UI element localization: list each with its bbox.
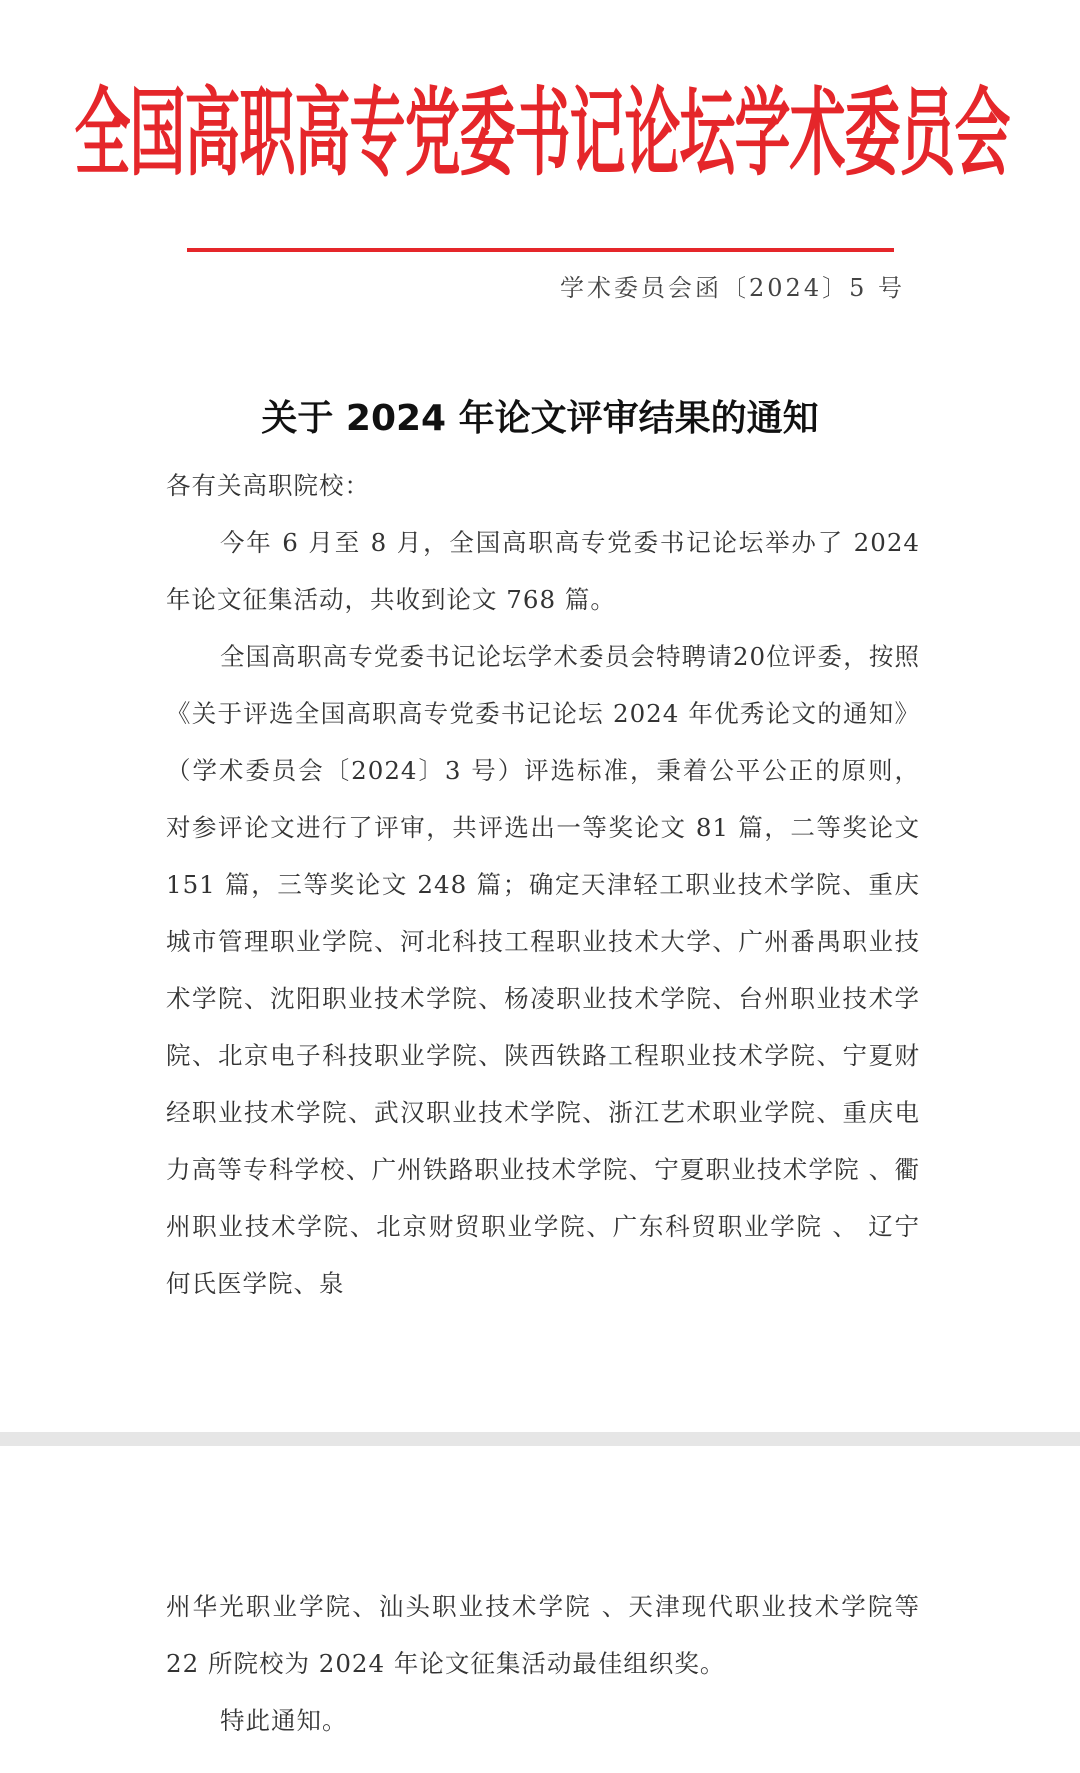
- paragraph-2-continued-text: 州华光职业学院、汕头职业技术学院 、天津现代职业技术学院等 22 所院校为 2024 年论文征集活动最佳组织奖。: [166, 1592, 920, 1678]
- letterhead-divider: [187, 248, 894, 252]
- salutation-text: 各有关高职院校：: [166, 471, 370, 500]
- paragraph-2-continued: [166, 1578, 920, 1692]
- notice-title: 关于 2024 年论文评审结果的通知: [261, 398, 819, 439]
- letterhead-masthead: [74, 52, 1010, 202]
- letterhead-title: 全国高职高专党委书记论坛学术委员会: [74, 79, 1010, 190]
- document-number: 学术委员会函〔2024〕5 号: [560, 274, 905, 302]
- closing-text: 特此通知。: [220, 1706, 348, 1735]
- closing: [166, 1692, 920, 1749]
- salutation: [166, 457, 920, 514]
- paragraph-1-text: 今年 6 月至 8 月，全国高职高专党委书记论坛举办了 2024 年论文征集活动，共收到论文 768 篇。: [166, 528, 920, 614]
- paragraph-2-text: 全国高职高专党委书记论坛学术委员会特聘请20位评委，按照《关于评选全国高职高专党委书记论坛 2024 年优秀论文的通知》（学术委员会〔2024〕3 号）评选标准，秉着公平公正的原则，对参评论文进行了评审，共评选出一等奖论文 81 篇，二等奖论文 151 篇，三等奖论文 248 篇；确定天津轻工职业技术学院、重庆城市管理职业学院、河北科技工程职业技术大学、广州番禺职业技术学院、沈阳职业技术学院、杨凌职业技术学院、台州职业技术学院、北京电子科技职业学院、陕西铁路工程职业技术学院、宁夏财经职业技术学院、武汉职业技术学院、浙江艺术职业学院、重庆电力高等专科学校、广州铁路职业技术学院、宁夏职业技术学院 、衢州职业技术学院、北京财贸职业学院、广东科贸职业学院 、 辽宁何氏医学院、泉: [166, 642, 920, 1298]
- paragraph-1: [166, 514, 920, 628]
- paragraph-2: [166, 628, 920, 1312]
- page-separator: [0, 1432, 1080, 1446]
